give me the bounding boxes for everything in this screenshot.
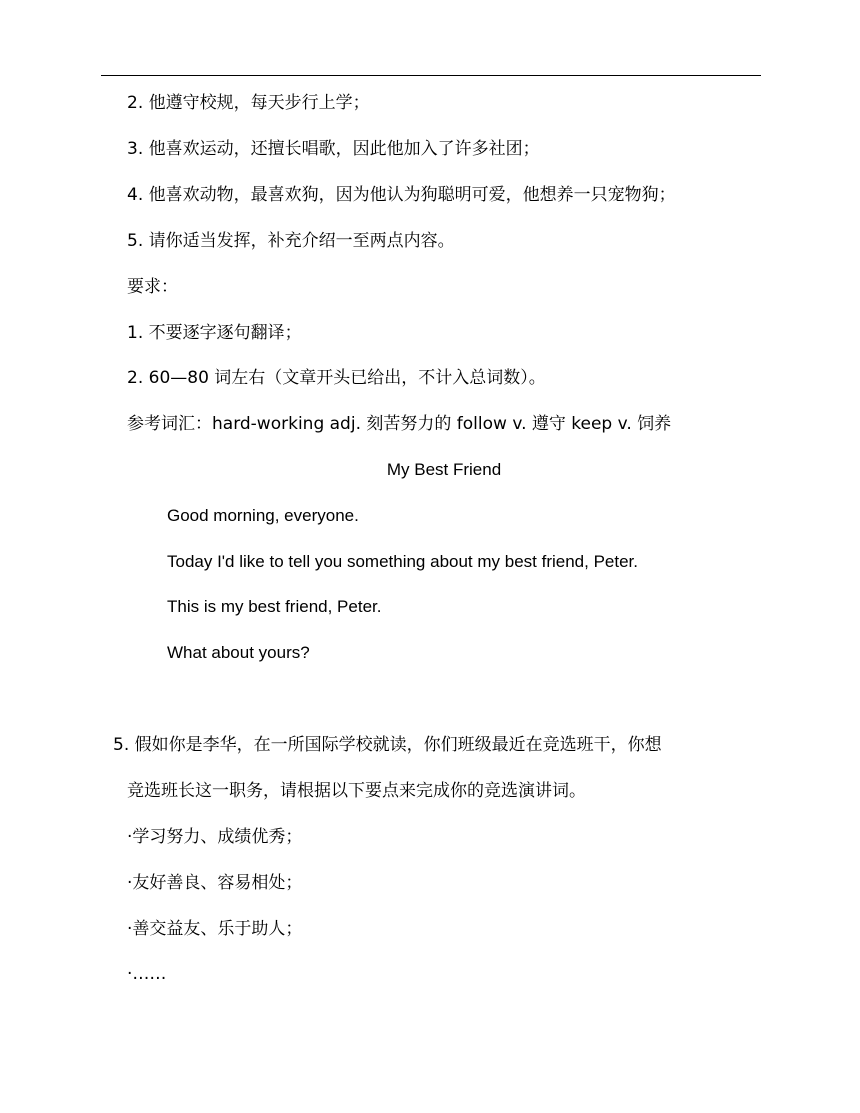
point-4: 4. 他喜欢动物，最喜欢狗，因为他认为狗聪明可爱，他想养一只宠物狗； [127,185,676,205]
bullet-4: ·…… [127,964,167,984]
bullet-1: ·学习努力、成绩优秀； [127,827,303,847]
point-2: 2. 他遵守校规，每天步行上学； [127,93,370,113]
requirement-1: 1. 不要逐字逐句翻译； [127,323,302,343]
essay-title: My Best Friend [386,460,502,479]
requirements-label: 要求： [127,277,178,297]
header-rule [101,75,761,76]
bullet-3: ·善交益友、乐于助人； [127,919,303,939]
bullet-2: ·友好善良、容易相处； [127,873,303,893]
essay-line-2: Today I'd like to tell you something about my best friend, Peter. [167,552,639,571]
question-5-prompt-cont: 竞选班长这一职务，请根据以下要点来完成你的竞选演讲词。 [127,781,586,801]
question-5-prompt: 5. 假如你是李华，在一所国际学校就读，你们班级最近在竞选班干，你想 [113,735,662,755]
vocabulary-reference: 参考词汇：hard-working adj. 刻苦努力的 follow v. 遵守 keep v. 饲养 [127,414,672,434]
essay-line-3: This is my best friend, Peter. [167,597,382,616]
requirement-2: 2. 60—80 词左右（文章开头已给出，不计入总词数）。 [127,368,546,388]
point-3: 3. 他喜欢运动，还擅长唱歌，因此他加入了许多社团； [127,139,540,159]
essay-line-4: What about yours? [167,643,310,662]
point-5: 5. 请你适当发挥，补充介绍一至两点内容。 [127,231,455,251]
essay-line-1: Good morning, everyone. [167,506,359,525]
